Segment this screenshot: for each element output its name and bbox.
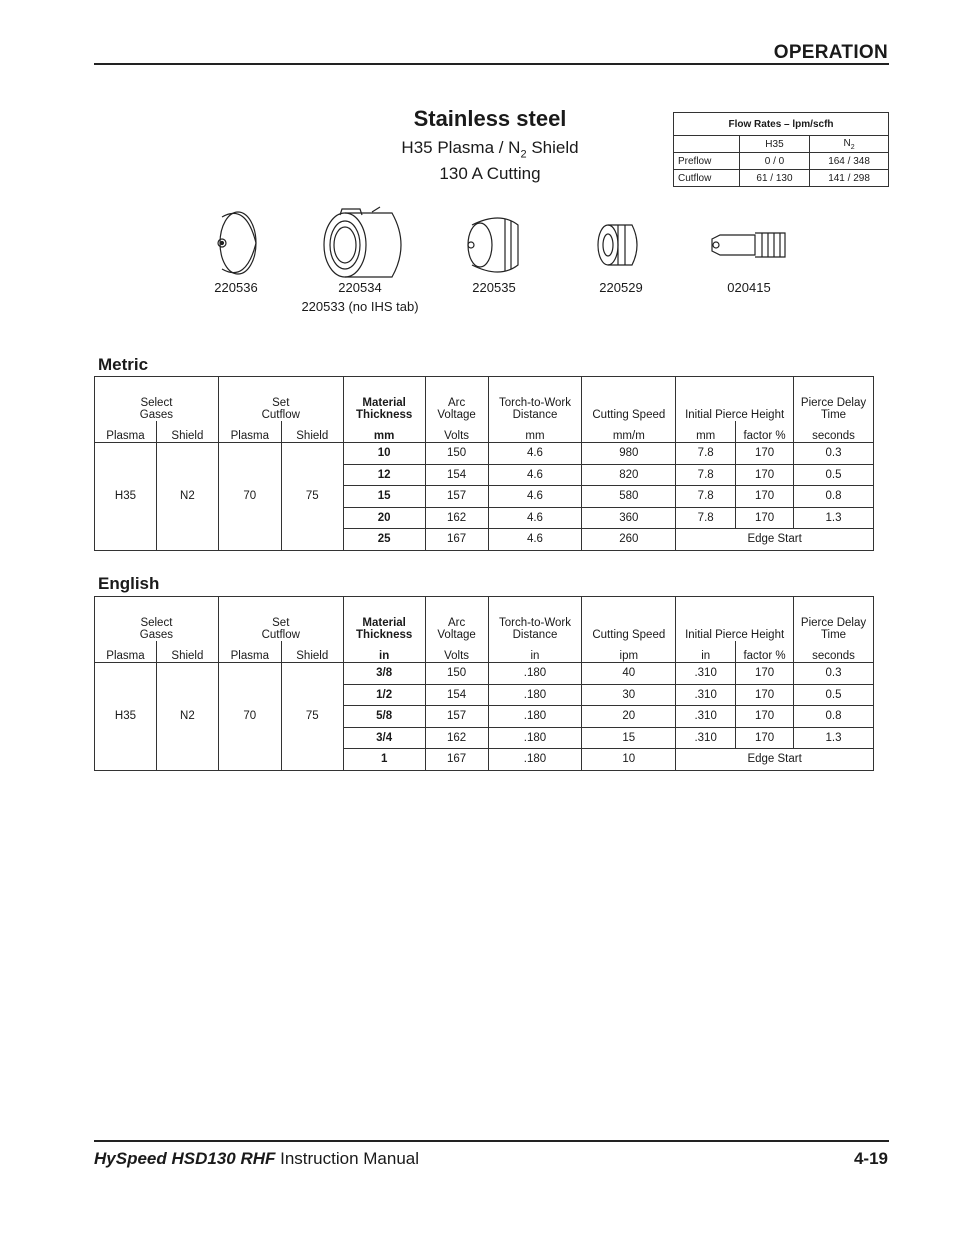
retaining-cap-icon xyxy=(324,207,401,277)
plasma-gas-cell: H35 xyxy=(95,443,157,551)
header-cutting-speed: Cutting Speed xyxy=(582,597,676,642)
unit-cell: Shield xyxy=(156,641,218,663)
speed-cell: 20 xyxy=(582,706,676,728)
shield-flow-cell: 75 xyxy=(281,443,343,551)
factor-cell: 170 xyxy=(736,727,794,749)
flow-row-label: Preflow xyxy=(674,153,740,170)
unit-cell: in xyxy=(676,641,736,663)
delay-cell: 0.5 xyxy=(794,684,874,706)
metric-table xyxy=(94,376,874,551)
thickness-cell: 1 xyxy=(343,749,425,771)
shield-gas-cell: N2 xyxy=(156,663,218,771)
distance-cell: .180 xyxy=(488,684,582,706)
delay-cell: 0.3 xyxy=(794,443,874,465)
electrode-icon xyxy=(712,233,785,257)
edge-start-cell: Edge Start xyxy=(676,749,874,771)
header-select-gases: Select Gases xyxy=(95,597,219,642)
flow-col-h35: H35 xyxy=(739,136,809,153)
shield-flow-cell: 75 xyxy=(281,663,343,771)
factor-cell: 170 xyxy=(736,486,794,508)
unit-cell: factor % xyxy=(736,641,794,663)
factor-cell: 170 xyxy=(736,464,794,486)
footer-rule xyxy=(94,1140,889,1142)
iph-cell: .310 xyxy=(676,706,736,728)
distance-cell: 4.6 xyxy=(488,507,582,529)
part-number: 020415 xyxy=(727,280,771,295)
thickness-cell: 10 xyxy=(343,443,425,465)
factor-cell: 170 xyxy=(736,706,794,728)
delay-cell: 0.3 xyxy=(794,663,874,685)
factor-cell: 170 xyxy=(736,663,794,685)
speed-cell: 360 xyxy=(582,507,676,529)
header-pierce-delay: Pierce Delay Time xyxy=(794,377,874,422)
part-number: 220535 xyxy=(472,280,516,295)
part-number: 220536 xyxy=(214,280,258,295)
thickness-cell: 25 xyxy=(343,529,425,551)
shield-gas-cell: N2 xyxy=(156,443,218,551)
header-torch-distance: Torch-to-Work Distance xyxy=(488,597,582,642)
manual-label: Instruction Manual xyxy=(275,1149,420,1168)
distance-cell: .180 xyxy=(488,706,582,728)
unit-cell: Shield xyxy=(281,641,343,663)
speed-cell: 30 xyxy=(582,684,676,706)
factor-cell: 170 xyxy=(736,443,794,465)
page-title: Stainless steel xyxy=(413,106,567,131)
english-table xyxy=(94,596,874,771)
flow-rates-table xyxy=(673,112,889,187)
voltage-cell: 157 xyxy=(425,706,488,728)
distance-cell: .180 xyxy=(488,663,582,685)
metric-label: Metric xyxy=(98,355,149,374)
delay-cell: 0.8 xyxy=(794,706,874,728)
unit-cell: factor % xyxy=(736,421,794,443)
thickness-cell: 20 xyxy=(343,507,425,529)
speed-cell: 40 xyxy=(582,663,676,685)
nozzle-icon xyxy=(468,218,518,272)
swirl-ring-icon xyxy=(598,225,637,265)
header-initial-pierce-height: Initial Pierce Height xyxy=(676,597,794,642)
unit-cell: mm/m xyxy=(582,421,676,443)
flow-rates-title: Flow Rates – lpm/scfh xyxy=(674,113,889,136)
iph-cell: 7.8 xyxy=(676,507,736,529)
iph-cell: .310 xyxy=(676,727,736,749)
delay-cell: 0.5 xyxy=(794,464,874,486)
header-pierce-delay: Pierce Delay Time xyxy=(794,597,874,642)
speed-cell: 10 xyxy=(582,749,676,771)
unit-cell: mm xyxy=(488,421,582,443)
iph-cell: .310 xyxy=(676,684,736,706)
thickness-cell: 1/2 xyxy=(343,684,425,706)
speed-cell: 15 xyxy=(582,727,676,749)
header-material-thickness: Material Thickness xyxy=(343,377,425,422)
flow-col-n2: $N_2$ xyxy=(810,136,889,153)
unit-cell: Plasma xyxy=(95,421,157,443)
speed-cell: 260 xyxy=(582,529,676,551)
speed-cell: 580 xyxy=(582,486,676,508)
footer-manual-title xyxy=(94,1149,419,1169)
gas-subtitle: H35 Plasma / $N_2$ Shield xyxy=(401,138,579,161)
flow-cell: 0 / 0 xyxy=(739,153,809,170)
distance-cell: .180 xyxy=(488,727,582,749)
voltage-cell: 154 xyxy=(425,464,488,486)
english-label: English xyxy=(98,574,160,593)
flow-cell: 141 / 298 xyxy=(810,170,889,187)
unit-cell: seconds xyxy=(794,421,874,443)
header-set-cutflow: Set Cutflow xyxy=(218,597,343,642)
voltage-cell: 162 xyxy=(425,727,488,749)
consumable-parts-illustration xyxy=(200,205,800,280)
plasma-flow-cell: 70 xyxy=(218,443,281,551)
current-subtitle: 130 A Cutting xyxy=(439,164,541,183)
header-rule xyxy=(94,63,889,65)
iph-cell: .310 xyxy=(676,663,736,685)
header-select-gases: Select Gases xyxy=(95,377,219,422)
flow-row-label: Cutflow xyxy=(674,170,740,187)
unit-cell: mm xyxy=(676,421,736,443)
delay-cell: 1.3 xyxy=(794,727,874,749)
header-arc-voltage: Arc Voltage xyxy=(425,597,488,642)
unit-cell: Volts xyxy=(425,421,488,443)
distance-cell: 4.6 xyxy=(488,529,582,551)
thickness-cell: 3/8 xyxy=(343,663,425,685)
iph-cell: 7.8 xyxy=(676,443,736,465)
product-name: HySpeed HSD130 RHF xyxy=(94,1149,276,1168)
unit-cell: in xyxy=(343,641,425,663)
voltage-cell: 162 xyxy=(425,507,488,529)
thickness-cell: 12 xyxy=(343,464,425,486)
header-material-thickness: Material Thickness xyxy=(343,597,425,642)
shield-icon xyxy=(218,212,256,274)
unit-cell: Shield xyxy=(156,421,218,443)
thickness-cell: 5/8 xyxy=(343,706,425,728)
speed-cell: 820 xyxy=(582,464,676,486)
part-number: 220534 xyxy=(338,280,382,295)
unit-cell: Plasma xyxy=(218,421,281,443)
speed-cell: 980 xyxy=(582,443,676,465)
delay-cell: 0.8 xyxy=(794,486,874,508)
iph-cell: 7.8 xyxy=(676,486,736,508)
delay-cell: 1.3 xyxy=(794,507,874,529)
voltage-cell: 150 xyxy=(425,443,488,465)
distance-cell: 4.6 xyxy=(488,443,582,465)
thickness-cell: 3/4 xyxy=(343,727,425,749)
plasma-flow-cell: 70 xyxy=(218,663,281,771)
iph-cell: 7.8 xyxy=(676,464,736,486)
header-arc-voltage: Arc Voltage xyxy=(425,377,488,422)
part-alt-number: 220533 (no IHS tab) xyxy=(301,299,419,314)
header-set-cutflow: Set Cutflow xyxy=(218,377,343,422)
plasma-gas-cell: H35 xyxy=(95,663,157,771)
header-cutting-speed: Cutting Speed xyxy=(582,377,676,422)
voltage-cell: 167 xyxy=(425,529,488,551)
unit-cell: mm xyxy=(343,421,425,443)
unit-cell: Plasma xyxy=(218,641,281,663)
unit-cell: ipm xyxy=(582,641,676,663)
edge-start-cell: Edge Start xyxy=(676,529,874,551)
page-number: 4-19 xyxy=(853,1149,888,1168)
unit-cell: seconds xyxy=(794,641,874,663)
voltage-cell: 154 xyxy=(425,684,488,706)
factor-cell: 170 xyxy=(736,684,794,706)
unit-cell: Volts xyxy=(425,641,488,663)
flow-cell: 61 / 130 xyxy=(739,170,809,187)
header-initial-pierce-height: Initial Pierce Height xyxy=(676,377,794,422)
distance-cell: 4.6 xyxy=(488,464,582,486)
distance-cell: 4.6 xyxy=(488,486,582,508)
unit-cell: in xyxy=(488,641,582,663)
unit-cell: Shield xyxy=(281,421,343,443)
unit-cell: Plasma xyxy=(95,641,157,663)
flow-cell: 164 / 348 xyxy=(810,153,889,170)
voltage-cell: 167 xyxy=(425,749,488,771)
voltage-cell: 150 xyxy=(425,663,488,685)
voltage-cell: 157 xyxy=(425,486,488,508)
factor-cell: 170 xyxy=(736,507,794,529)
thickness-cell: 15 xyxy=(343,486,425,508)
section-title: OPERATION xyxy=(773,42,888,63)
header-torch-distance: Torch-to-Work Distance xyxy=(488,377,582,422)
part-number: 220529 xyxy=(599,280,643,295)
distance-cell: .180 xyxy=(488,749,582,771)
